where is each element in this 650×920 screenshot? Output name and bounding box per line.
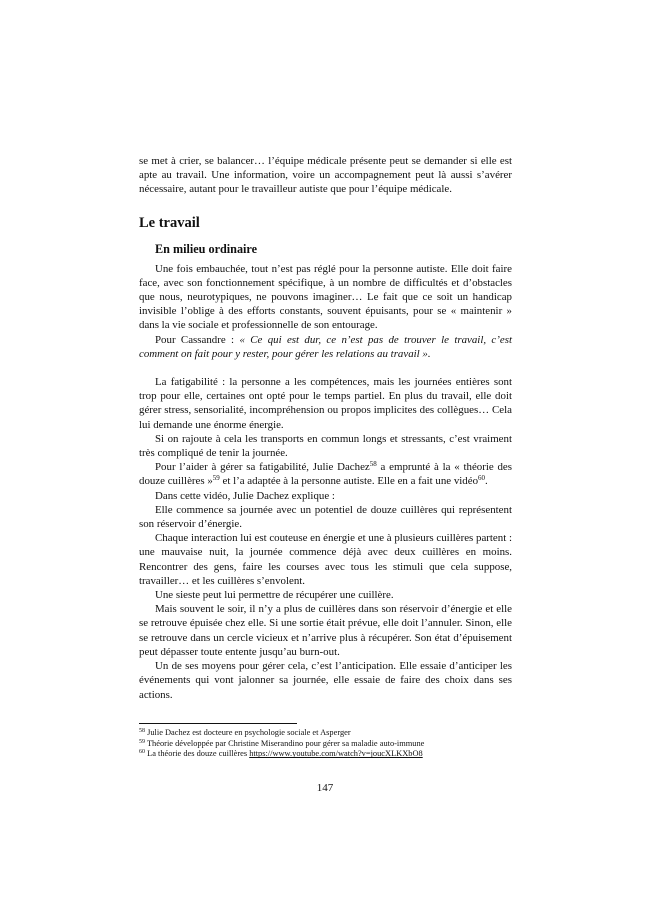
page-number: 147 (316, 782, 334, 794)
footnote-text: Théorie développée par Christine Miserandino pour gérer sa maladie auto-immune (145, 738, 425, 748)
footnote-number: 59 (139, 738, 145, 745)
quote-text: « Ce qui est dur, ce n’est pas de trouver le travail, c’est comment on fait pour y rester, pour gérer les relations au travail ». (139, 333, 512, 360)
footnote-ref-60[interactable]: 60 (478, 474, 486, 483)
subsection-heading: En milieu ordinaire (155, 241, 258, 256)
footnote-number: 58 (139, 728, 145, 734)
paragraph-8: Chaque interaction lui est couteuse en énergie et une à plusieurs cuillères partent : une mauvaise nuit, la journée commence déjà avec deux cuillères en moins. Rencontrer des gens, faire les courses avec tous les stimuli que cela suppose, travailler… et les cuillères s’envolent. (139, 532, 512, 587)
paragraph-6: Dans cette vidéo, Julie Dachez explique : (155, 489, 335, 502)
paragraph-3: La fatigabilité : la personne a les compétences, mais les journées entières sont trop pour elle, certaines ont opté pour le temps partiel. En plus du travail, elle doit gérer stress, sensorialité, incompréhension ou propos implicites des collègues… Cela lui demande une énorme énergie. (139, 376, 512, 431)
footnote-ref-59[interactable]: 59 (212, 474, 220, 483)
footnote-59 (139, 739, 512, 750)
p5-text-d: . (485, 475, 488, 488)
section-heading: Le travail (139, 214, 200, 231)
footnote-divider (139, 723, 297, 724)
p5-text-a: Pour l’aider à gérer sa fatigabilité, Julie Dachez (155, 461, 370, 474)
page-body (139, 154, 512, 702)
paragraph-10: Mais souvent le soir, il n’y a plus de cuillères dans son réservoir d’énergie et elle se retrouve épuisée chez elle. Si une sortie était prévue, elle doit l’annuler. Sinon, elle se retrouve dans un cercle vicieux et n’arrive plus à récupérer. Son état d’épuisement peut dépasser toute entente jusqu’au burn-out. (139, 603, 512, 658)
footnote-ref-58[interactable]: 58 (369, 460, 377, 469)
paragraph-1: Une fois embauchée, tout n’est pas réglé pour la personne autiste. Elle doit faire face, avec son fonctionnement spécifique, à un nombre de difficultés et d’obstacles que nous, neurotypiques, ne pouvons imaginer… Le fait que ce soit un handicap invisible l’oblige à des efforts constants, souvent épuisants, pour se « maintenir » dans la vie sociale et professionnelle de son entourage. (139, 262, 512, 332)
paragraph-gap (139, 361, 512, 375)
intro-paragraph: se met à crier, se balancer… l’équipe médicale présente peut se demander si elle est apte au travail. Une information, voire un accompagnement peut là aussi s’avérer nécessaire, autant pour le travailleur autiste que pour l’équipe médicale. (139, 155, 512, 196)
footnote-58 (139, 728, 512, 739)
p5-text-c: et l’a adaptée à la personne autiste. Elle en a fait une vidéo (219, 475, 479, 488)
paragraph-9: Une sieste peut lui permettre de récupérer une cuillère. (155, 589, 394, 602)
footnote-60 (139, 749, 512, 760)
paragraph-5 (139, 460, 512, 488)
footnote-text: La théorie des douze cuillères (145, 749, 250, 759)
quote-lead: Pour Cassandre : (155, 333, 240, 346)
p5-text-b: a emprunté à la « théorie des douze cuillères » (139, 461, 512, 488)
footnote-number: 60 (139, 749, 145, 756)
paragraph-2 (139, 333, 512, 361)
video-link[interactable]: https://www.youtube.com/watch?v=joucXLKXbO8 (249, 749, 423, 759)
paragraph-7: Elle commence sa journée avec un potentiel de douze cuillères qui représentent son réservoir d’énergie. (139, 503, 512, 531)
paragraph-11: Un de ses moyens pour gérer cela, c’est l’anticipation. Elle essaie d’anticiper les événements qui vont jalonner sa journée, elle essaie de faire des choix dans ses actions. (139, 660, 512, 701)
footnote-text: Julie Dachez est docteure en psychologie sociale et Asperger (145, 728, 351, 737)
paragraph-4: Si on rajoute à cela les transports en commun longs et stressants, c’est vraiment très compliqué de tenir la journée. (139, 432, 512, 460)
footnotes (139, 723, 512, 760)
